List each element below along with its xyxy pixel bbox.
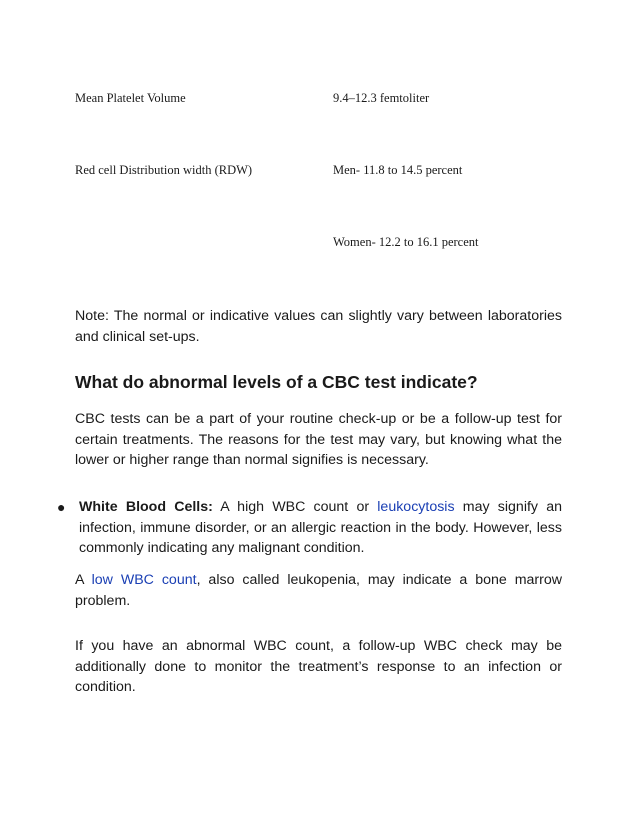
low-wbc-count-link[interactable]: low WBC count <box>91 572 197 588</box>
low-wbc-text-after: , also called leukopenia, may indicate a bone marrow problem. <box>75 572 563 609</box>
row-2-value: Men- 11.8 to 14.5 percent <box>333 163 463 177</box>
intro-paragraph: CBC tests can be a part of your routine check-up or be a follow-up test for certain treatments. The reasons for the test may vary, but knowing what the lower or higher range than normal signifies is necessary. <box>75 411 562 468</box>
low-wbc-paragraph <box>75 570 562 611</box>
row-1-value: 9.4–12.3 femtoliter <box>333 91 430 105</box>
followup-paragraph: If you have an abnormal WBC count, a follow-up WBC check may be additionally done to monitor the treatment’s response to an infection or condition. <box>75 638 562 695</box>
row-1-name: Mean Platelet Volume <box>75 91 186 105</box>
note-paragraph: Note: The normal or indicative values can slightly vary between laboratories and clinical set-ups. <box>75 308 562 345</box>
wbc-bullet-item <box>79 497 562 559</box>
row-2-name: Red cell Distribution width (RDW) <box>75 163 253 177</box>
bullet-marker: ● <box>57 499 66 515</box>
wbc-bullet-text-before: A high WBC count or <box>212 499 378 515</box>
low-wbc-text-before: A <box>75 572 92 588</box>
leukocytosis-link[interactable]: leukocytosis <box>377 499 455 515</box>
wbc-bullet-text-after: may signify an infection, immune disorder, or an allergic reaction in the body. However, less commonly indicating any malignant condition. <box>79 499 562 556</box>
wbc-bullet-title: White Blood Cells: <box>79 499 213 515</box>
section-heading: What do abnormal levels of a CBC test indicate? <box>75 372 478 392</box>
row-3-value: Women- 12.2 to 16.1 percent <box>333 235 479 249</box>
